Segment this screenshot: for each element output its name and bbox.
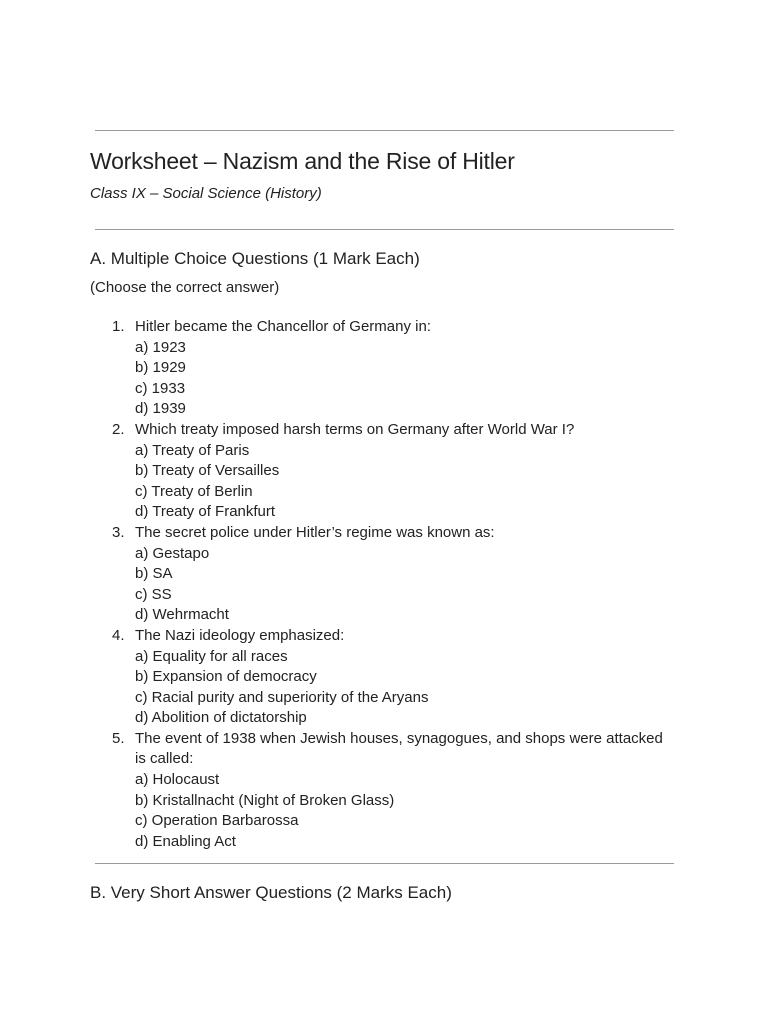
answer-option: b) Kristallnacht (Night of Broken Glass) (135, 791, 395, 809)
answer-option: b) 1929 (135, 359, 186, 377)
question-item (110, 523, 670, 626)
answer-option: c) Operation Barbarossa (135, 812, 299, 830)
question-item (110, 729, 670, 853)
answer-option: a) 1923 (135, 338, 186, 356)
question-text: Which treaty imposed harsh terms on Germany after World War I? (135, 420, 575, 438)
question-text: Hitler became the Chancellor of Germany in: (135, 318, 431, 335)
answer-option: d) Wehrmacht (135, 606, 229, 624)
question-list (110, 317, 670, 852)
answer-option: c) Racial purity and superiority of the Aryans (135, 688, 429, 706)
top-divider (95, 130, 674, 131)
answer-option: a) Equality for all races (135, 647, 288, 665)
header-divider (95, 229, 674, 230)
section-a-heading: A. Multiple Choice Questions (1 Mark Each) (90, 249, 420, 268)
question-number: 2. (112, 420, 125, 438)
answer-option: b) Expansion of democracy (135, 668, 317, 686)
answer-option: c) 1933 (135, 379, 186, 397)
question-number: 1. (112, 318, 125, 335)
answer-option: c) SS (135, 585, 172, 603)
page-title: Worksheet – Nazism and the Rise of Hitler (90, 148, 515, 174)
answer-option: a) Gestapo (135, 544, 210, 562)
question-item (110, 420, 670, 523)
answer-option: c) Treaty of Berlin (135, 482, 253, 500)
question-number: 4. (112, 626, 125, 644)
question-text: The secret police under Hitler’s regime was known as: (135, 523, 495, 541)
question-number: 3. (112, 523, 125, 541)
page-subtitle: Class IX – Social Science (History) (90, 185, 322, 202)
question-text: The event of 1938 when Jewish houses, synagogues, and shops were attacked is called: (135, 729, 663, 768)
question-number: 5. (112, 729, 125, 747)
answer-option: d) Abolition of dictatorship (135, 709, 307, 727)
question-text: The Nazi ideology emphasized: (135, 626, 345, 644)
answer-option: b) SA (135, 565, 173, 583)
section-a-instruction: (Choose the correct answer) (90, 279, 280, 296)
answer-option: b) Treaty of Versailles (135, 462, 280, 480)
answer-option: a) Holocaust (135, 771, 220, 789)
section-divider (95, 863, 674, 864)
section-b-heading: B. Very Short Answer Questions (2 Marks Each) (90, 883, 452, 902)
question-item (110, 317, 670, 420)
question-item (110, 626, 670, 729)
answer-option: a) Treaty of Paris (135, 441, 250, 459)
answer-option: d) Treaty of Frankfurt (135, 503, 276, 521)
answer-option: d) Enabling Act (135, 832, 236, 850)
answer-option: d) 1939 (135, 400, 186, 418)
